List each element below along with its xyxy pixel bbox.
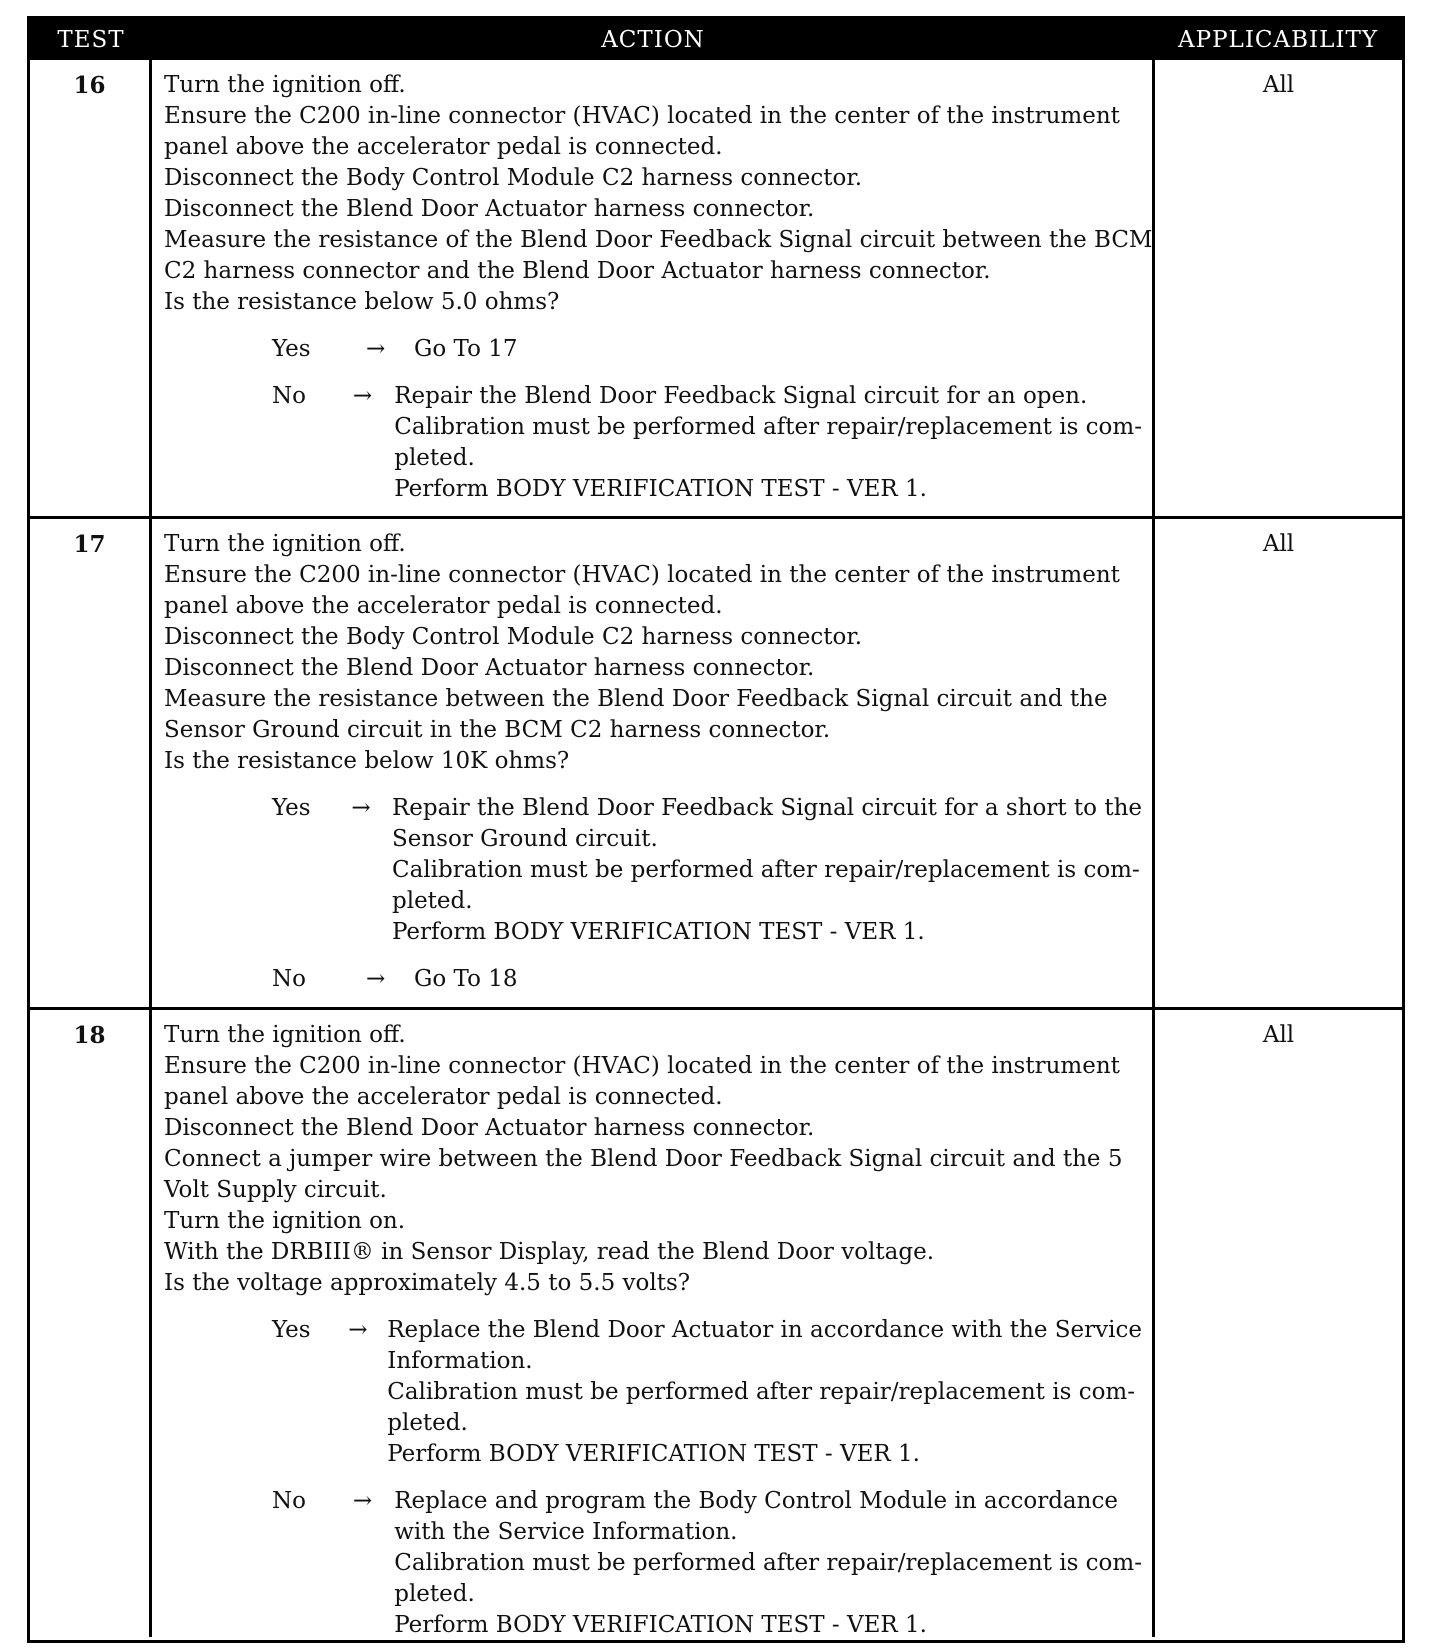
test-row-16 bbox=[30, 60, 1402, 519]
no_result-line: Perform BODY VERIFICATION TEST - VER 1. bbox=[394, 476, 927, 502]
header-applicability: APPLICABILITY bbox=[1178, 26, 1378, 53]
steps-line: Turn the ignition off. bbox=[164, 531, 406, 557]
steps-line: Ensure the C200 in-line connector (HVAC) located in the center of the instrument bbox=[164, 562, 1120, 588]
steps-line: panel above the accelerator pedal is connected. bbox=[164, 1084, 723, 1110]
test-number: 17 bbox=[30, 519, 152, 1007]
arrow-icon: → bbox=[366, 966, 386, 992]
yes_result-line: Information. bbox=[387, 1348, 533, 1374]
yes_result-line: Calibration must be performed after repair/replacement is com- bbox=[391, 857, 1140, 883]
steps-line: Disconnect the Body Control Module C2 harness connector. bbox=[164, 165, 863, 191]
arrow-icon: → bbox=[352, 383, 373, 409]
steps-line: Is the resistance below 10K ohms? bbox=[164, 748, 570, 774]
yes_result-line: Go To 17 bbox=[414, 336, 518, 362]
no-label: No bbox=[272, 383, 306, 409]
no_result-line: Calibration must be performed after repair/replacement is com- bbox=[394, 1550, 1142, 1576]
diagnostic-test-table bbox=[27, 16, 1405, 1643]
steps-line: Sensor Ground circuit in the BCM C2 harness connector. bbox=[164, 717, 831, 743]
no-label: No bbox=[272, 1488, 306, 1514]
arrow-icon: → bbox=[352, 1488, 373, 1514]
no-branch bbox=[164, 964, 1142, 995]
arrow-icon: → bbox=[366, 336, 386, 362]
applicability: All bbox=[1262, 1022, 1295, 1048]
steps-line: Measure the resistance of the Blend Door Feedback Signal circuit between the BCM bbox=[164, 227, 1153, 253]
yes-result bbox=[392, 793, 1142, 948]
yes_result-line: pleted. bbox=[391, 888, 473, 914]
applicability: All bbox=[1262, 531, 1295, 557]
steps-line: Ensure the C200 in-line connector (HVAC) located in the center of the instrument bbox=[164, 103, 1120, 129]
no_result-line: Calibration must be performed after repair/replacement is com- bbox=[394, 414, 1142, 440]
header-test: TEST bbox=[57, 26, 125, 53]
yes-branch bbox=[164, 793, 1142, 948]
no-result bbox=[394, 381, 1142, 505]
no-branch bbox=[164, 1486, 1142, 1641]
steps-line: Turn the ignition off. bbox=[164, 1022, 406, 1048]
steps-line: Turn the ignition off. bbox=[164, 72, 406, 98]
steps-line: Measure the resistance between the Blend Door Feedback Signal circuit and the bbox=[164, 686, 1108, 712]
steps-line: Disconnect the Body Control Module C2 harness connector. bbox=[164, 624, 863, 650]
steps-line: With the DRBIII® in Sensor Display, read the Blend Door voltage. bbox=[164, 1239, 935, 1265]
yes-label: Yes bbox=[272, 336, 311, 362]
header-action: ACTION bbox=[601, 26, 705, 53]
no_result-line: Perform BODY VERIFICATION TEST - VER 1. bbox=[394, 1612, 927, 1638]
test-row-17 bbox=[30, 519, 1402, 1010]
arrow-icon: → bbox=[351, 795, 371, 821]
steps-line: Disconnect the Blend Door Actuator harness connector. bbox=[164, 655, 815, 681]
steps bbox=[164, 70, 1153, 318]
steps-line: Is the voltage approximately 4.5 to 5.5 volts? bbox=[164, 1270, 691, 1296]
steps-line: Disconnect the Blend Door Actuator harness connector. bbox=[164, 1115, 815, 1141]
no_result-line: Go To 18 bbox=[414, 966, 518, 992]
no_result-line: Replace and program the Body Control Module in accordance bbox=[394, 1488, 1118, 1514]
applicability: All bbox=[1262, 72, 1295, 98]
test-row-18 bbox=[30, 1010, 1402, 1637]
no_result-line: Repair the Blend Door Feedback Signal circuit for an open. bbox=[394, 383, 1088, 409]
yes-label: Yes bbox=[272, 795, 311, 821]
steps-line: C2 harness connector and the Blend Door Actuator harness connector. bbox=[164, 258, 991, 284]
no-label: No bbox=[272, 966, 306, 992]
steps-line: Ensure the C200 in-line connector (HVAC) located in the center of the instrument bbox=[164, 1053, 1120, 1079]
steps-line: Disconnect the Blend Door Actuator harness connector. bbox=[164, 196, 815, 222]
yes-result bbox=[414, 334, 1142, 365]
test-number: 18 bbox=[30, 1010, 152, 1637]
yes-branch bbox=[164, 334, 1142, 365]
action-cell bbox=[152, 60, 1155, 516]
steps bbox=[164, 1020, 1142, 1299]
action-cell bbox=[152, 519, 1155, 1007]
yes_result-line: Perform BODY VERIFICATION TEST - VER 1. bbox=[391, 919, 925, 945]
steps-line: Turn the ignition on. bbox=[164, 1208, 406, 1234]
yes_result-line: Repair the Blend Door Feedback Signal circuit for a short to the bbox=[391, 795, 1142, 821]
steps bbox=[164, 529, 1142, 777]
table-header bbox=[30, 19, 1402, 60]
yes_result-line: Perform BODY VERIFICATION TEST - VER 1. bbox=[387, 1441, 920, 1467]
yes_result-line: Sensor Ground circuit. bbox=[391, 826, 658, 852]
yes_result-line: Replace the Blend Door Actuator in accordance with the Service bbox=[387, 1317, 1142, 1343]
steps-line: Volt Supply circuit. bbox=[164, 1177, 387, 1203]
yes_result-line: Calibration must be performed after repair/replacement is com- bbox=[387, 1379, 1136, 1405]
no_result-line: pleted. bbox=[394, 445, 475, 471]
steps-line: panel above the accelerator pedal is connected. bbox=[164, 134, 723, 160]
action-cell bbox=[152, 1010, 1155, 1637]
yes-result bbox=[387, 1315, 1142, 1470]
no_result-line: pleted. bbox=[394, 1581, 475, 1607]
steps-line: Connect a jumper wire between the Blend Door Feedback Signal circuit and the 5 bbox=[164, 1146, 1123, 1172]
yes_result-line: pleted. bbox=[387, 1410, 468, 1436]
no-result bbox=[394, 1486, 1142, 1641]
arrow-icon: → bbox=[348, 1317, 368, 1343]
steps-line: Is the resistance below 5.0 ohms? bbox=[164, 289, 560, 315]
yes-label: Yes bbox=[272, 1317, 311, 1343]
no_result-line: with the Service Information. bbox=[394, 1519, 738, 1545]
test-number: 16 bbox=[30, 60, 152, 516]
no-result bbox=[414, 964, 1142, 995]
steps-line: panel above the accelerator pedal is connected. bbox=[164, 593, 723, 619]
yes-branch bbox=[164, 1315, 1142, 1470]
no-branch bbox=[164, 381, 1142, 505]
